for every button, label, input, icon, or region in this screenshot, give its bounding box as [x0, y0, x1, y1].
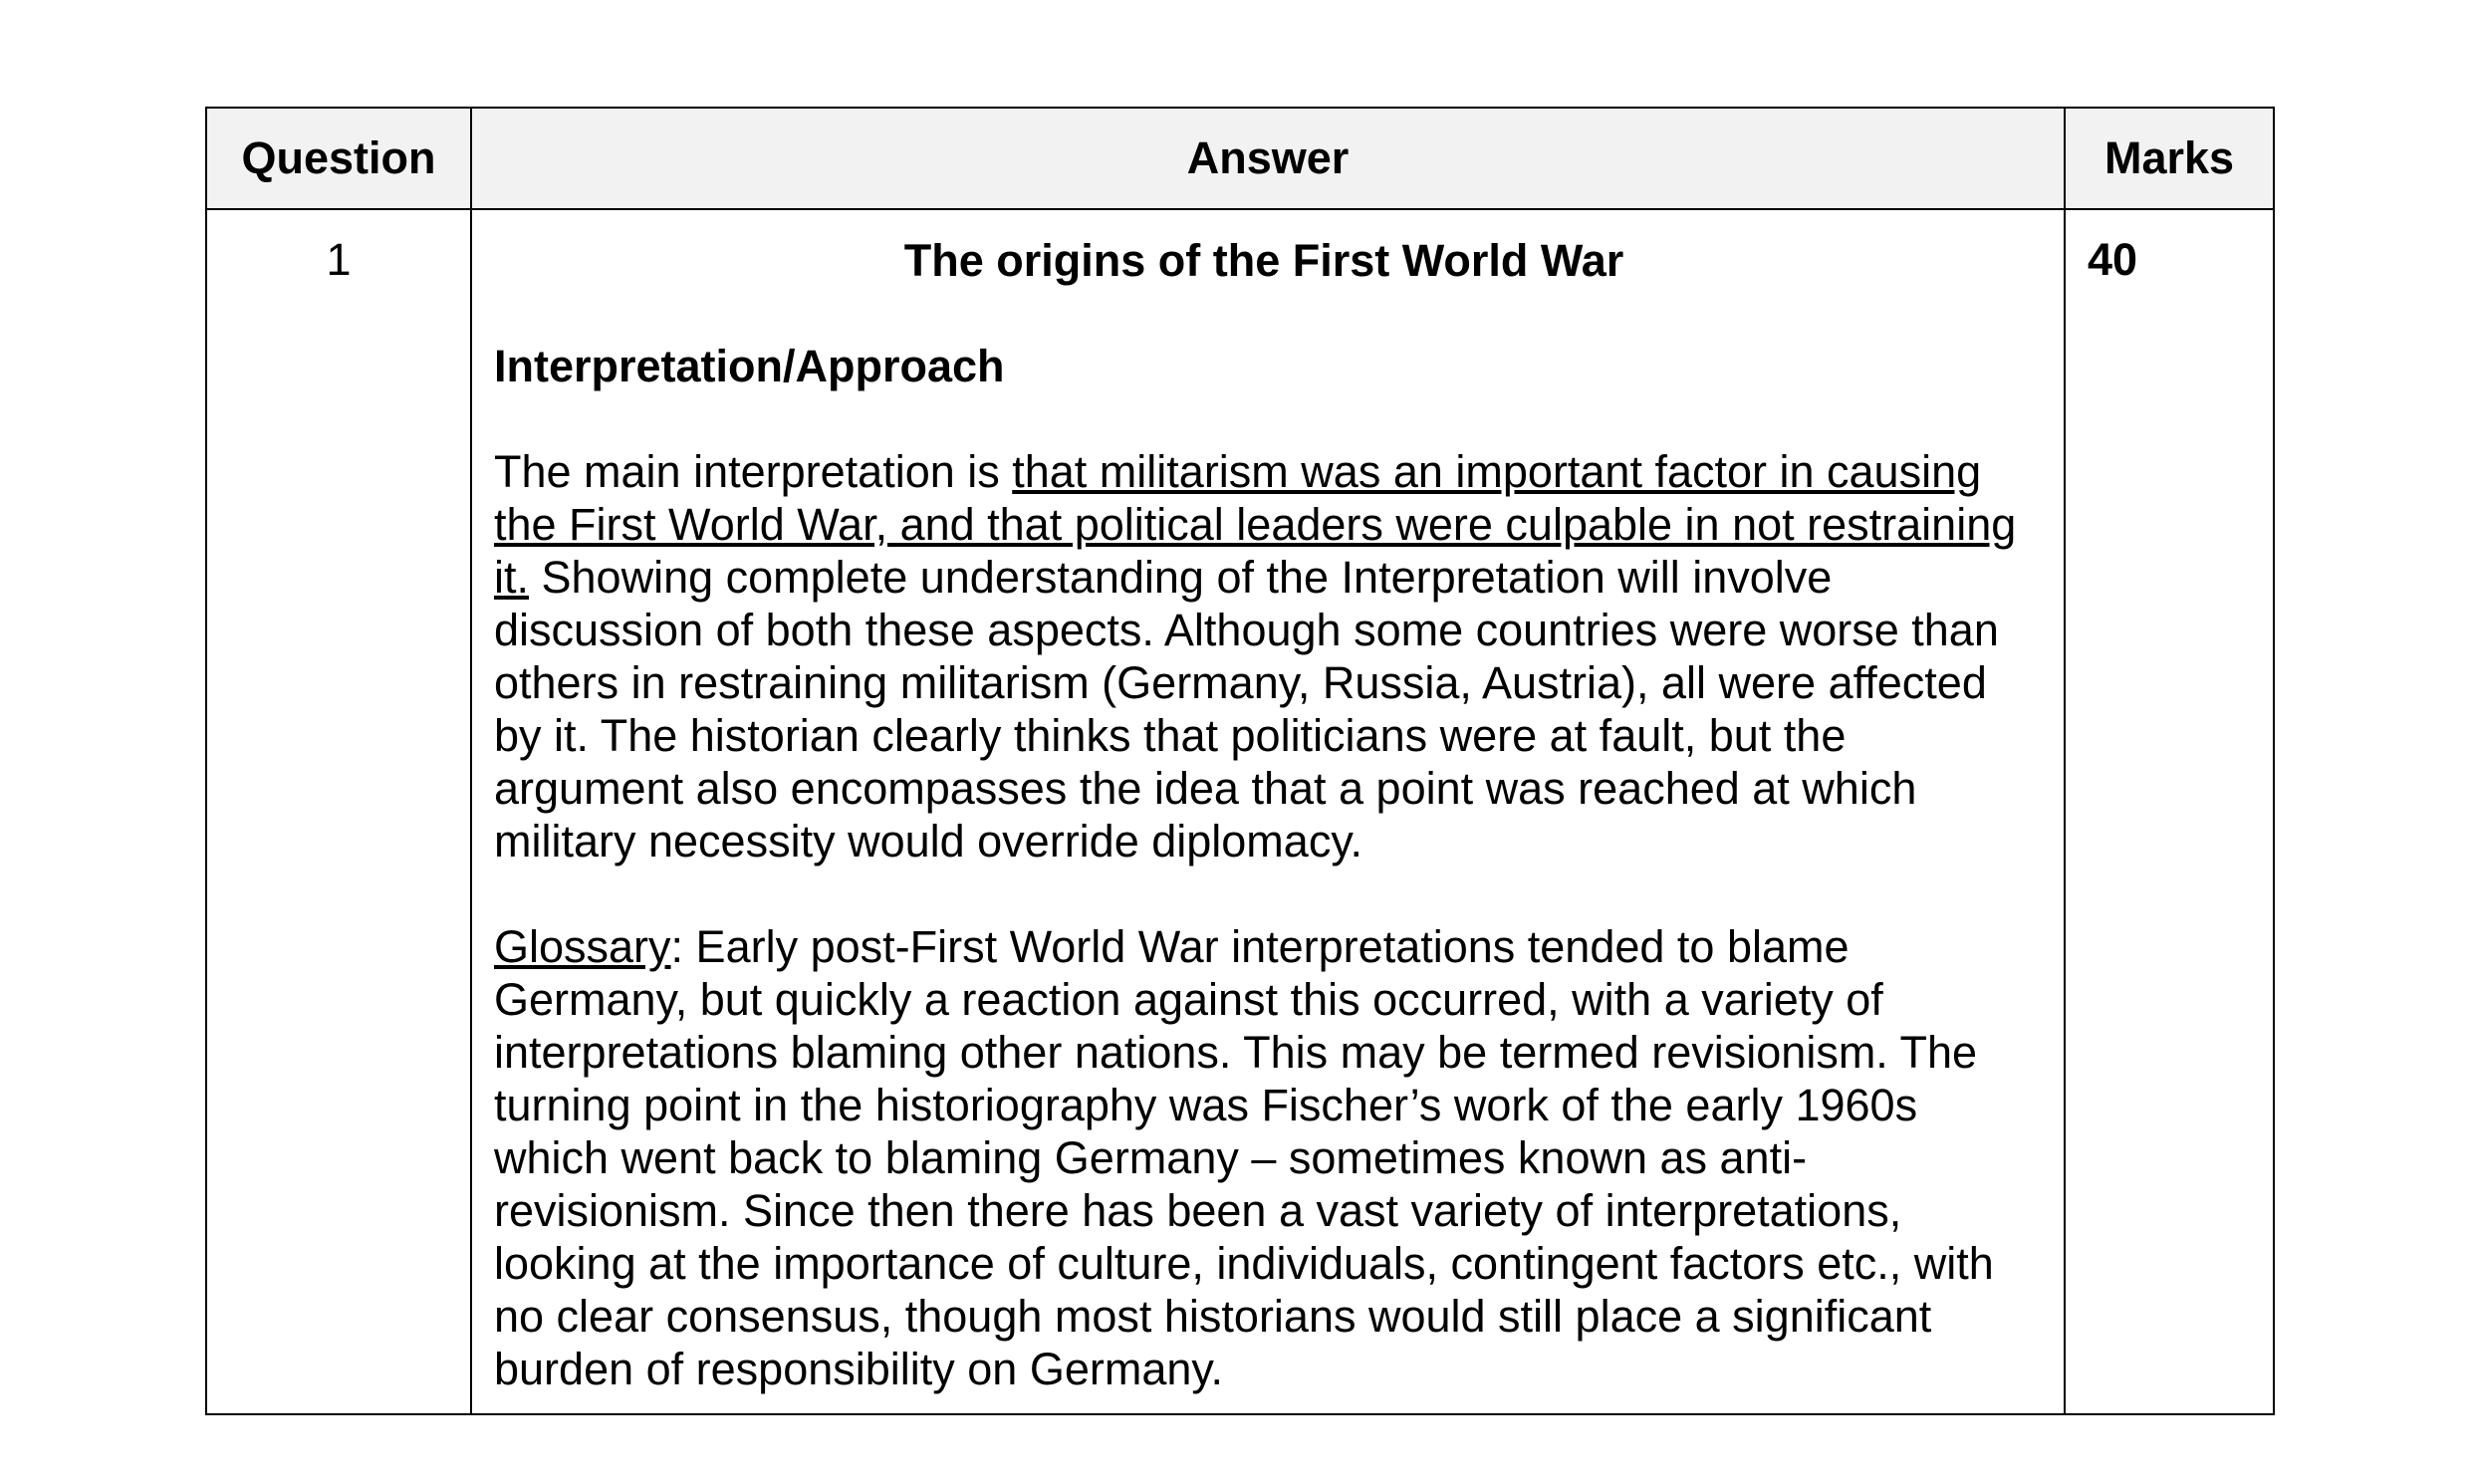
table-header-row [206, 108, 2274, 209]
section-heading: Interpretation/Approach [494, 341, 1005, 391]
interpretation-paragraph [494, 445, 2034, 867]
glossary-paragraph [494, 920, 2034, 1395]
mark-scheme-table [205, 107, 2275, 1415]
answer-title: The origins of the First World War [903, 235, 1624, 286]
answer-cell [471, 209, 2065, 1414]
table-row [206, 209, 2274, 1414]
paragraph-rest: Showing complete understanding of the Interpretation will involve discussion of both these aspects. Although some countries were worse than others in restraining militarism (Germany, Russia, Austria), all were affected by it. The historian clearly thinks that politicians were at fault, but the argument also encompasses the idea that a point was reached at which military necessity would override diplomacy. [494, 552, 1999, 866]
header-marks: Marks [2065, 108, 2274, 209]
glossary-text: : Early post-First World War interpretations tended to blame Germany, but quickly a reaction against this occurred, with a variety of interpretations blaming other nations. This may be termed revisionism. The turning point in the historiography was Fischer’s work of the early 1960s which went back to blaming Germany – sometimes known as anti-revisionism. Since then there has been a vast variety of interpretations, looking at the importance of culture, individuals, contingent factors etc., with no clear consensus, though most historians would still place a significant burden of responsibility on Germany. [494, 921, 1994, 1394]
interpretation-underlined: that militarism was an important factor in causing the First World War, and that political leaders were culpable in not restraining it. [494, 446, 2017, 603]
question-number: 1 [206, 209, 471, 1414]
glossary-label: Glossary [494, 921, 671, 972]
marks-value: 40 [2065, 209, 2274, 1414]
paragraph-lead: The main interpretation is [494, 446, 1013, 497]
header-question: Question [206, 108, 471, 209]
header-answer: Answer [471, 108, 2065, 209]
